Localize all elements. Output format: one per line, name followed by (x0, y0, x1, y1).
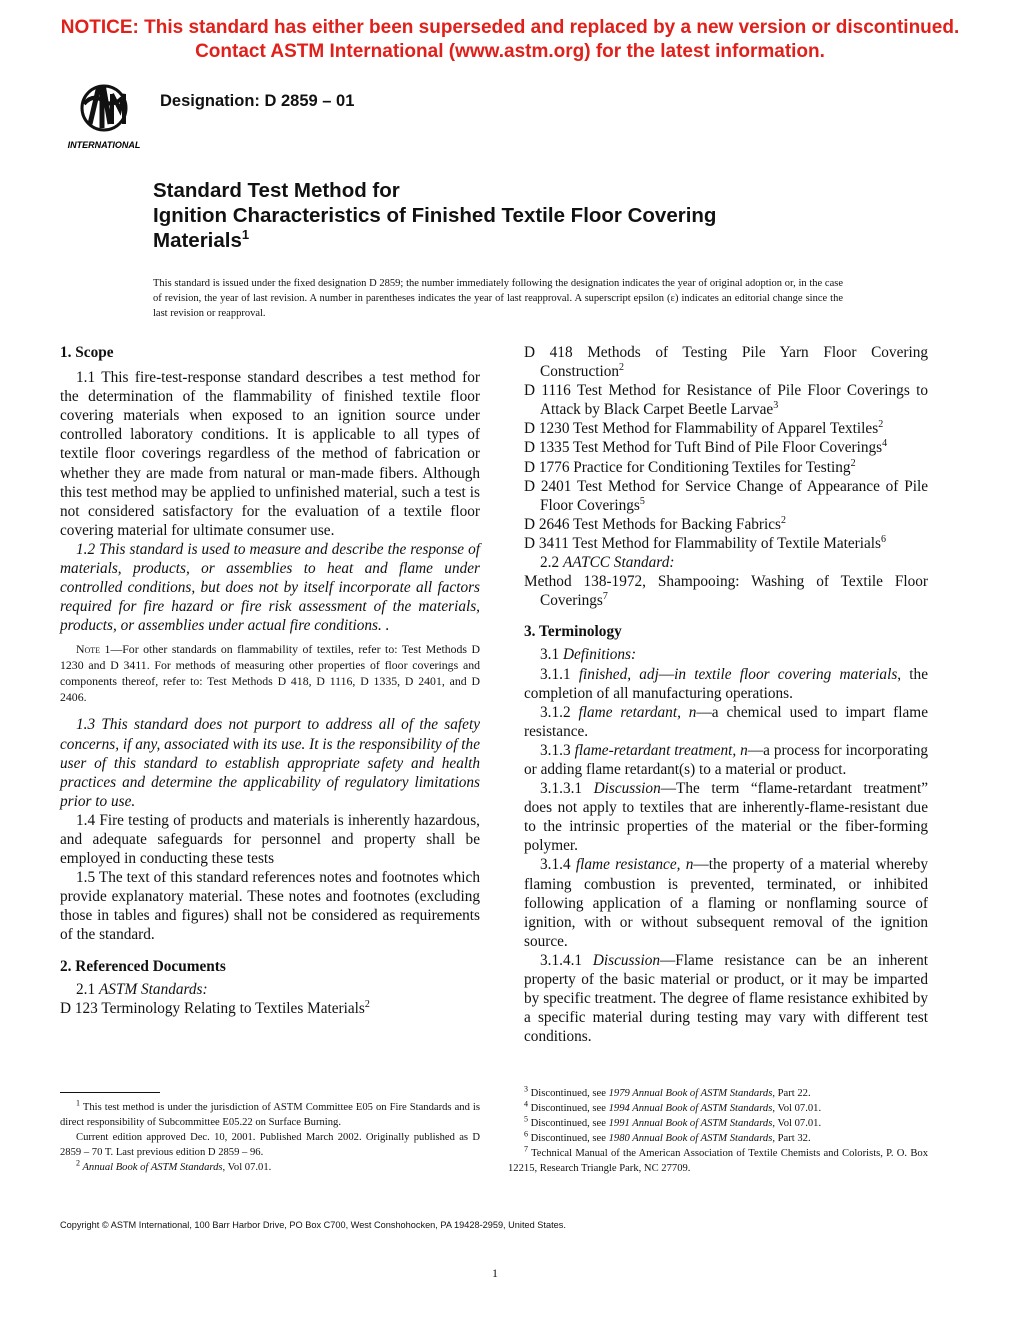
definition-text: —Flame resistance can be an inherent property of the basic material or product, or it may be imparted by specific treatment. The degree of flame resistance exhibited by a specific material during testing may vary with different test conditions. (524, 951, 928, 1046)
footnote-text: This test method is under the jurisdiction of ASTM Committee E05 on Fire Standards and is direct responsibility of Subcommittee E05.22 on Surface Burning. (60, 1102, 480, 1128)
footnote-2 (60, 1160, 480, 1175)
footnote-7 (508, 1146, 928, 1176)
reference-text: D 1230 Test Method for Flammability of Apparel Textiles (524, 420, 879, 438)
reference-footnote-ref: 2 (878, 419, 884, 431)
paragraph-1-3: 1.3 This standard does not purport to address all of the safety concerns, if any, associated with its use. It is the responsibility of the user of this standard to establish appropriate safety and health practices and determine the applicability of regulatory limitations prior to use. (60, 716, 480, 810)
reference-item (60, 999, 480, 1018)
right-column (524, 343, 928, 1046)
footnote-text: , Vol 07.01. (772, 1118, 822, 1129)
footnote-marker: 4 (524, 1099, 528, 1109)
reference-item (524, 534, 928, 553)
footnote-3 (508, 1086, 928, 1101)
paragraph-1-2: 1.2 This standard is used to measure and describe the response of materials, products, or assemblies to heat and flame under controlled conditions, but does not by itself incorporate all factors required for fire hazard or fire risk assessment of the materials, products, or assemblies under actual fire conditions. . (60, 540, 480, 635)
definition-text: —a process for incorporating or adding flame retardant(s) to a material or product. (524, 741, 928, 778)
note-1 (60, 641, 480, 705)
reference-footnote-ref: 5 (639, 495, 645, 507)
footnote-text: , Vol 07.01. (222, 1162, 272, 1173)
definition-term: flame-retardant treatment, n (574, 741, 748, 759)
section-heading-referenced-documents: 2. Referenced Documents (60, 957, 226, 975)
definition-dash: — (658, 665, 675, 683)
reference-text: D 123 Terminology Relating to Textiles Materials (60, 999, 365, 1017)
document-title (153, 178, 853, 253)
title-line-3 (153, 228, 853, 253)
footnote-1-edition: Current edition approved Dec. 10, 2001. Published March 2002. Originally published as D 2859 – 70 T. Last previous edition D 2859 – 96. (60, 1132, 480, 1158)
page-number: 1 (492, 1266, 498, 1280)
definition-num: 3.1.4 (540, 856, 576, 874)
astm-logo (62, 80, 146, 152)
footnote-italic: 1991 Annual Book of ASTM Standards (608, 1118, 773, 1129)
copyright-notice: Copyright © ASTM International, 100 Barr Harbor Drive, PO Box C700, West Conshohocken, PA 19428-2959, United States. (60, 1220, 566, 1230)
definitions-num: 3.1 (540, 646, 563, 664)
notice-line-2: Contact ASTM International (www.astm.org) for the latest information. (195, 41, 825, 62)
astm-standards-label (60, 980, 480, 999)
definition-term: flame retardant, n (578, 703, 697, 721)
definition-3-1-3-1 (524, 779, 928, 855)
footnote-text: Discontinued, see (528, 1118, 609, 1129)
reference-text: D 1335 Test Method for Tuft Bind of Pile Floor Coverings (524, 439, 883, 457)
footnote-marker: 7 (524, 1144, 528, 1154)
reference-text: D 3411 Test Method for Flammability of Textile Materials (524, 534, 881, 552)
footnote-text: Technical Manual of the American Association of Textile Chemists and Colorists, P. O. Box 12215, Research Triangle Park, NC 27709. (508, 1148, 928, 1174)
footnote-marker: 3 (524, 1084, 528, 1094)
reference-text: D 418 Methods of Testing Pile Yarn Floor Covering Construction (524, 344, 928, 381)
reference-item (524, 343, 928, 381)
reference-text: D 1776 Practice for Conditioning Textiles for Testing (524, 458, 851, 476)
title-line-1: Standard Test Method for (153, 179, 400, 202)
title-line-2: Ignition Characteristics of Finished Textile Floor Covering (153, 204, 717, 227)
definition-term: Discussion (593, 780, 661, 798)
definition-num: 3.1.3.1 (540, 780, 594, 798)
footnote-marker: 2 (76, 1158, 80, 1168)
definition-num: 3.1.4.1 (540, 951, 593, 969)
reference-text: Method 138-1972, Shampooing: Washing of Textile Floor Coverings (524, 573, 928, 610)
reference-item-aatcc (524, 572, 928, 610)
definition-num: 3.1.1 (540, 665, 579, 683)
title-line-3-text: Materials (153, 229, 242, 252)
reference-footnote-ref: 2 (850, 457, 856, 469)
reference-text: D 2646 Test Methods for Backing Fabrics (524, 515, 781, 533)
reference-item (524, 515, 928, 534)
definition-term: finished, adj (578, 665, 659, 683)
definition-term: Discussion (592, 951, 660, 969)
footnote-text: Discontinued, see (528, 1088, 609, 1099)
footnote-text: , Part 32. (772, 1133, 811, 1144)
footnote-text: Discontinued, see (528, 1133, 609, 1144)
reference-item (524, 419, 928, 438)
reference-item (524, 438, 928, 457)
logo-international-text: INTERNATIONAL (67, 140, 141, 150)
definition-3-1-4 (524, 855, 928, 950)
astm-standards-title: ASTM Standards: (98, 980, 208, 998)
footnote-4 (508, 1101, 928, 1116)
footnote-divider-left (60, 1092, 160, 1093)
designation: Designation: D 2859 – 01 (160, 92, 355, 110)
paragraph-1-5: 1.5 The text of this standard references notes and footnotes which provide explanatory material. These notes and footnotes (excluding those in tables and figures) shall not be considered as requirements of the standard. (60, 869, 480, 944)
section-heading-terminology: 3. Terminology (524, 623, 622, 641)
paragraph-1-1: 1.1 This fire-test-response standard describes a test method for the determination of the flammability of finished textile floor covering materials when exposed to an ignition source under controlled laboratory conditions. It is applicable to all types of textile floor coverings regardless of the method of fabrication or whether they are made from natural or man-made fibers. Although this test method may be applied to unfinished material, such a test is not considered satisfactory for the evaluation of a textile floor covering material for ultimate consumer use. (60, 369, 480, 539)
definition-3-1-3 (524, 741, 928, 779)
footnote-5 (508, 1116, 928, 1131)
definition-3-1-2 (524, 703, 928, 741)
reference-footnote-ref: 6 (881, 533, 886, 545)
astm-standards-num: 2.1 (76, 980, 99, 998)
definition-text: , the completion of all manufacturing operations. (524, 665, 928, 702)
definition-context: in textile floor covering materials (674, 665, 898, 683)
definition-text: —a chemical used to impart flame resistance. (524, 703, 928, 740)
notice-line-1: NOTICE: This standard has either been superseded and replaced by a new version or discontinued. (60, 17, 960, 38)
reference-item (524, 477, 928, 515)
title-footnote-ref: 1 (241, 227, 250, 243)
reference-item (524, 458, 928, 477)
issuance-statement: This standard is issued under the fixed designation D 2859; the number immediately following the designation indicates the year of original adoption or, in the case of revision, the year of last revision. A number in parentheses indicates the year of last reapproval. A superscript epsilon (ε) indicates an editorial change since the last revision or reapproval. (153, 278, 843, 319)
reference-footnote-ref: 2 (619, 362, 625, 373)
definition-num: 3.1.2 (540, 703, 579, 721)
aatcc-standard-num: 2.2 (540, 554, 563, 572)
section-heading-scope: 1. Scope (60, 344, 114, 361)
definition-3-1-1 (524, 665, 928, 703)
astm-logo-icon (62, 80, 146, 152)
reference-text: D 2401 Test Method for Service Change of Appearance of Pile Floor Coverings (524, 477, 928, 514)
footnotes-right (508, 1086, 928, 1176)
note-1-label: Note 1 (76, 642, 111, 657)
footnote-italic: 1994 Annual Book of ASTM Standards (608, 1103, 773, 1114)
footnote-6 (508, 1131, 928, 1146)
note-1-text: —For other standards on flammability of textiles, refer to: Test Methods D 1230 and D 3411. For methods of measuring other properties of floor coverings and components thereof, refer to: Test Methods D 418, D 1116, D 1335, D 2401, and D 2406. (60, 642, 481, 705)
aatcc-standard-label (524, 553, 928, 572)
reference-footnote-ref: 2 (364, 998, 370, 1010)
left-column (60, 343, 480, 1018)
definition-3-1-4-1 (524, 951, 928, 1046)
definition-num: 3.1.3 (540, 741, 575, 759)
footnotes-left (60, 1100, 480, 1175)
footnote-marker: 5 (524, 1114, 528, 1124)
paragraph-1-4: 1.4 Fire testing of products and materials is inherently hazardous, and adequate safeguards for personnel and property shall be employed in conducting these tests (60, 811, 480, 868)
footnote-1 (60, 1100, 480, 1130)
supersede-notice (0, 16, 1020, 64)
reference-footnote-ref: 7 (602, 591, 608, 603)
footnote-text: Discontinued, see (528, 1103, 609, 1114)
footnote-italic: 1980 Annual Book of ASTM Standards (608, 1133, 773, 1144)
reference-text: D 1116 Test Method for Resistance of Pile Floor Coverings to Attack by Black Carpet Beetle Larvae (524, 382, 928, 419)
reference-footnote-ref: 3 (773, 400, 779, 412)
aatcc-standard-title: AATCC Standard: (562, 554, 675, 572)
reference-item (524, 381, 928, 419)
footnote-italic: 1979 Annual Book of ASTM Standards (608, 1088, 773, 1099)
definitions-label (524, 645, 928, 664)
definition-term: flame resistance, n (575, 856, 694, 874)
definitions-title: Definitions: (562, 646, 637, 664)
reference-footnote-ref: 2 (780, 514, 786, 526)
footnote-italic: Annual Book of ASTM Standards (80, 1162, 223, 1173)
footnote-text: , Part 22. (772, 1088, 811, 1099)
footnote-marker: 1 (76, 1098, 80, 1108)
reference-footnote-ref: 4 (882, 438, 888, 450)
footnote-text: , Vol 07.01. (772, 1103, 822, 1114)
footnote-marker: 6 (524, 1129, 528, 1139)
definition-text: —The term “flame-retardant treatment” does not apply to textiles that are inherently-flame-resistant due to the intrinsic properties of the material or the fiber-forming polymer. (524, 780, 928, 855)
definition-text: —the property of a material whereby flaming combustion is prevented, terminated, or inhibited following application of a flaming or nonflaming source of ignition, with or without subsequent removal of the ignition source. (524, 856, 928, 950)
